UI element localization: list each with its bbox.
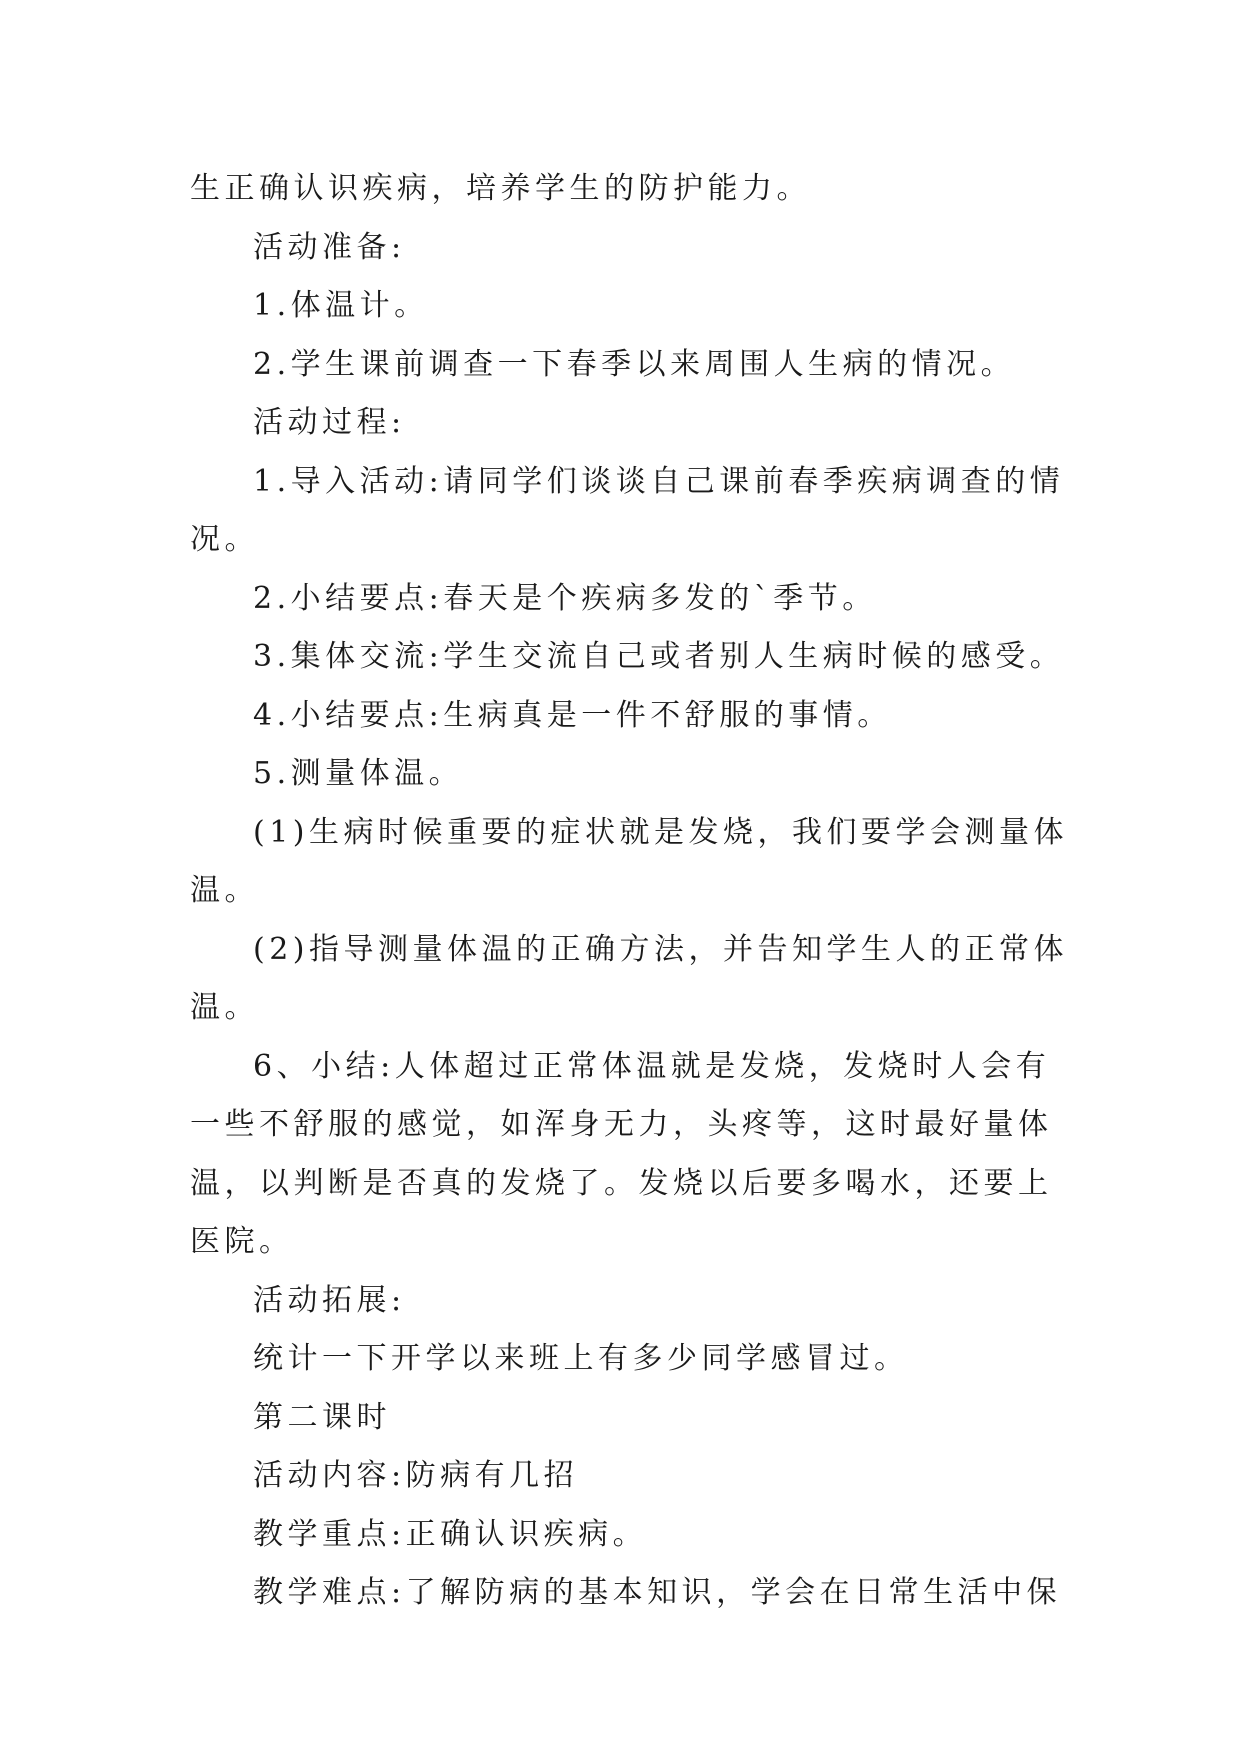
paragraph: 2.学生课前调查一下春季以来周围人生病的情况。 — [253, 346, 1016, 382]
paragraph: 6、小结:人体超过正常体温就是发烧，发烧时人会有一些不舒服的感觉，如浑身无力，头疼等，这时最好量体温，以判断是否真的发烧了。发烧以后要多喝水，还要上医院。 — [190, 1048, 1053, 1259]
paragraph: 4.小结要点:生病真是一件不舒服的事情。 — [253, 697, 892, 733]
paragraph: 活动内容:防病有几招 — [253, 1458, 579, 1493]
paragraph: 3.集体交流:学生交流自己或者别人生病时候的感受。 — [253, 639, 1065, 674]
paragraph: 活动过程: — [253, 405, 406, 440]
paragraph: 1.导入活动:请同学们谈谈自己课前春季疾病调查的情况。 — [190, 463, 1065, 557]
paragraph: 生正确认识疾病，培养学生的防护能力。 — [190, 171, 811, 206]
paragraph: 活动准备: — [253, 229, 406, 265]
paragraph: (1)生病时候重要的症状就是发烧，我们要学会测量体温。 — [190, 814, 1068, 908]
document-body — [190, 160, 1070, 1623]
paragraph: 5.测量体温。 — [253, 756, 464, 791]
paragraph: 2.小结要点:春天是个疾病多发的`季节。 — [253, 580, 877, 616]
paragraph: (2)指导测量体温的正确方法，并告知学生人的正常体温。 — [190, 931, 1068, 1025]
paragraph: 第二课时 — [253, 1399, 391, 1435]
paragraph: 活动拓展: — [253, 1282, 406, 1318]
paragraph: 1.体温计。 — [253, 288, 429, 323]
paragraph: 教学重点:正确认识疾病。 — [253, 1516, 648, 1552]
paragraph: 统计一下开学以来班上有多少同学感冒过。 — [253, 1341, 909, 1376]
paragraph: 教学难点:了解防病的基本知识，学会在日常生活中保 — [253, 1575, 1062, 1610]
